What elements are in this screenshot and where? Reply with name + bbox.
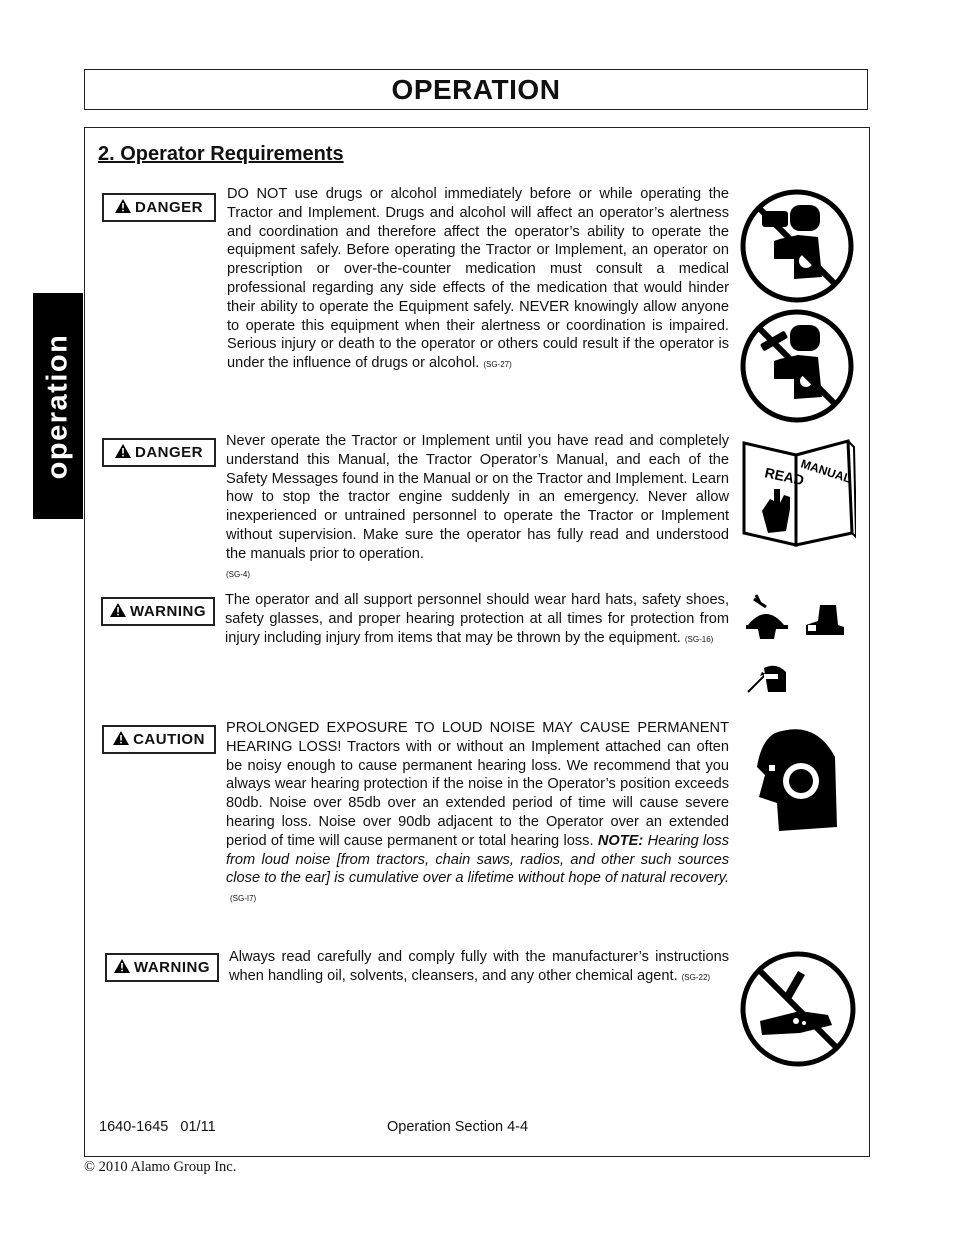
warning-triangle-icon	[113, 731, 129, 749]
message-code: (SG-I7)	[230, 894, 257, 904]
note-label: NOTE:	[597, 832, 644, 849]
side-tab-label: operation	[41, 333, 74, 479]
warning-triangle-icon	[110, 603, 126, 621]
danger-label-text: DANGER	[134, 199, 203, 216]
no-drugs-pictogram	[740, 309, 854, 428]
read-manual-pictogram	[740, 437, 856, 556]
safety-shoe-pictogram	[800, 603, 846, 642]
warning-triangle-icon	[115, 444, 131, 462]
page-header	[84, 69, 868, 110]
message-code: (SG-16)	[684, 634, 714, 644]
danger-label	[102, 438, 216, 467]
danger-message-read-manual	[226, 432, 729, 584]
warning-label-text: WARNING	[134, 959, 210, 976]
pictogram-manual-text: MANUAL	[799, 456, 853, 486]
message-body: Never operate the Tractor or Implement until you have read and completely understand this Manual, the Tractor Operator’s Manual, and each of the Safety Messages found in the Manual or on the Tractor and Implement. Learn how to stop the tractor engine suddenly in an emergency. Never allow inexperienced or untrained personnel to operate the Tractor or Implement without supervision. Make sure the operator has fully read and understood the manuals prior to operation.	[226, 433, 729, 562]
warning-label	[101, 597, 215, 626]
message-body: The operator and all support personnel should wear hard hats, safety shoes, safety glasses, and proper hearing protection at all times for protection from injury including injury from items that may be thrown by the equipment.	[225, 592, 729, 646]
message-code: (SG-27)	[483, 360, 512, 370]
copyright: © 2010 Alamo Group Inc.	[84, 1159, 237, 1175]
warning-triangle-icon	[114, 959, 130, 977]
pictogram-read-text: READ	[763, 464, 806, 489]
note-text: Hearing loss from loud noise [from tractors, chain saws, radios, and other such sources close to the ear] is cumulative over a lifetime without hope of natural recovery.	[226, 832, 729, 887]
warning-label	[105, 953, 219, 982]
side-tab	[33, 293, 83, 519]
hearing-protection-pictogram	[755, 727, 839, 838]
message-body: Always read carefully and comply fully with the manufacturer’s instructions when handling oil, solvents, cleansers, and any other chemical agent.	[229, 949, 729, 984]
warning-label-text: WARNING	[130, 603, 206, 620]
danger-label	[102, 193, 216, 222]
section-page: Operation Section 4-4	[387, 1119, 529, 1135]
chemical-handling-pictogram	[740, 951, 856, 1072]
warning-message-chemicals	[229, 948, 729, 988]
section-heading: 2. Operator Requirements	[98, 143, 344, 165]
safety-glasses-pictogram	[746, 664, 790, 699]
page-title: OPERATION	[391, 73, 561, 105]
caution-message-hearing	[226, 719, 729, 909]
warning-message-ppe	[225, 591, 729, 649]
message-code: (SG-22)	[681, 972, 711, 982]
message-code: (SG-4)	[226, 569, 250, 579]
message-body: PROLONGED EXPOSURE TO LOUD NOISE MAY CAUSE PERMANENT HEARING LOSS! Tractors with or without an Implement attached can often be noisy enough to cause permanent hearing loss. We recommend that you always wear hearing protection if the noise in the Operator’s position exceeds 80db. Noise over 85db over an extended period of time will cause severe hearing loss. Noise over 90db adjacent to the Operator over an extended period of time will cause permanent or total hearing loss.	[226, 720, 729, 849]
hard-hat-pictogram	[744, 593, 790, 646]
caution-label-text: CAUTION	[133, 731, 205, 748]
warning-triangle-icon	[115, 199, 131, 217]
no-alcohol-pictogram	[740, 189, 854, 308]
caution-label	[102, 725, 216, 754]
danger-label-text: DANGER	[134, 444, 203, 461]
doc-number: 1640-1645 01/11	[99, 1119, 216, 1135]
message-body: DO NOT use drugs or alcohol immediately before or while operating the Tractor and Implement. Drugs and alcohol will affect an operator’s alertness and coordination and therefore affect the operator’s ability to operate the equipment safely. Before operating the Tractor or Implement, an operator on prescription or over-the-counter medication must consult a medical professional regarding any side effects of the medication that would hinder their ability to operate the Equipment safely. NEVER knowingly allow anyone to operate this equipment when their alertness or coordination is impaired. Serious injury or death to the operator or others could result if the operator is under the influence of drugs or alcohol.	[227, 186, 729, 372]
danger-message-drugs	[227, 185, 729, 375]
